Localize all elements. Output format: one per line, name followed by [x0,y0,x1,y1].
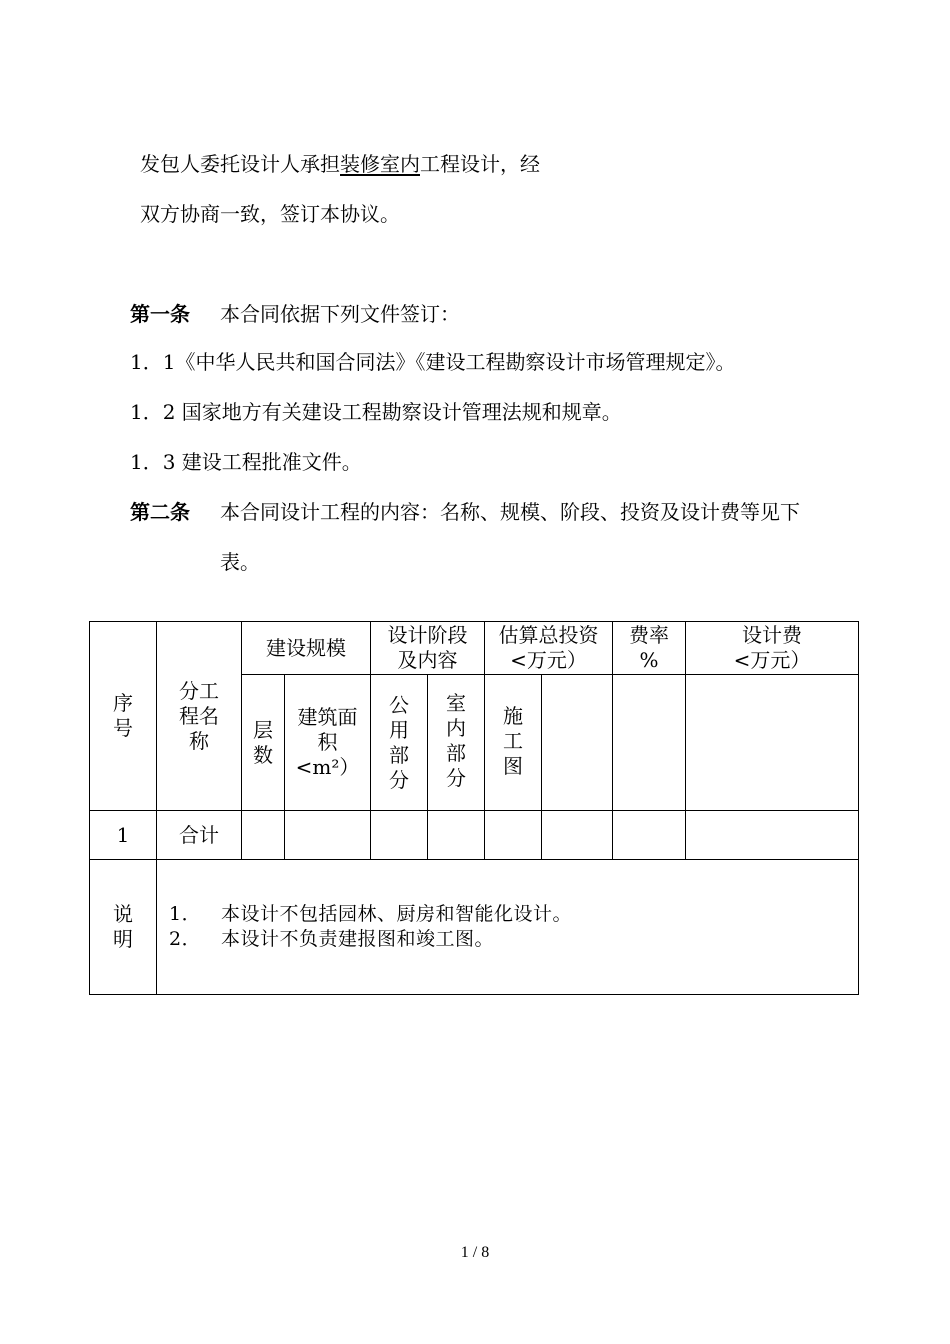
intro-line-2: 双方协商一致，签订本协议。 [140,202,400,226]
empty-cell [371,811,428,860]
header-sub-project-name: 分工 程名 称 [157,622,242,811]
note-item [169,902,858,927]
header-floors: 层 数 [242,675,285,811]
empty-cell [242,811,285,860]
header-design-stage: 设计阶段 及内容 [371,622,485,675]
header-construction-drawing: 施 工 图 [485,675,542,811]
note-text: 本设计不负责建报图和竣工图。 [221,928,495,950]
intro-line-1 [140,152,540,176]
empty-cell [613,811,686,860]
empty-cell [428,811,485,860]
row-1-name: 合计 [157,811,242,860]
note-item [169,927,858,952]
empty-cell [686,675,859,811]
intro-text-pre: 发包人委托设计人承担 [140,152,340,176]
note-number: 2． [169,928,202,950]
note-number: 1． [169,903,202,925]
header-interior-part: 室 内 部 分 [428,675,485,811]
empty-cell [686,811,859,860]
intro-text-underlined: 装修室内 [340,152,420,176]
header-construction-scale: 建设规模 [242,622,371,675]
notes-label: 说 明 [90,860,157,995]
empty-cell [485,811,542,860]
header-estimated-investment: 估算总投资 <万元） [485,622,613,675]
row-1-seq: 1 [90,811,157,860]
article-2-text-cont: 表。 [220,550,260,574]
header-building-area: 建筑面 积 <m²） [285,675,371,811]
article-1-item-1: 1．1《中华人民共和国合同法》《建设工程勘察设计市场管理规定》。 [130,350,736,374]
article-2-label: 第二条 [130,500,190,524]
empty-cell [285,811,371,860]
article-1-item-3: 1．3 建设工程批准文件。 [130,450,362,474]
article-1-label: 第一条 [130,302,190,326]
intro-text-post: 工程设计，经 [420,152,540,176]
note-text: 本设计不包括园林、厨房和智能化设计。 [221,903,573,925]
design-content-table [89,621,859,995]
article-2-heading [130,500,800,524]
header-fee-rate: 费率 % [613,622,686,675]
empty-cell [542,675,613,811]
header-public-part: 公 用 部 分 [371,675,428,811]
page-number: 1 / 8 [460,1244,490,1261]
article-1-item-2: 1．2 国家地方有关建设工程勘察设计管理法规和规章。 [130,400,622,424]
notes-content [157,860,859,995]
header-seq: 序 号 [90,622,157,811]
article-1-heading [130,302,460,326]
article-1-text: 本合同依据下列文件签订： [220,302,460,326]
article-2-text: 本合同设计工程的内容：名称、规模、阶段、投资及设计费等见下 [220,500,800,524]
header-design-fee: 设计费 <万元） [686,622,859,675]
empty-cell [613,675,686,811]
empty-cell [542,811,613,860]
